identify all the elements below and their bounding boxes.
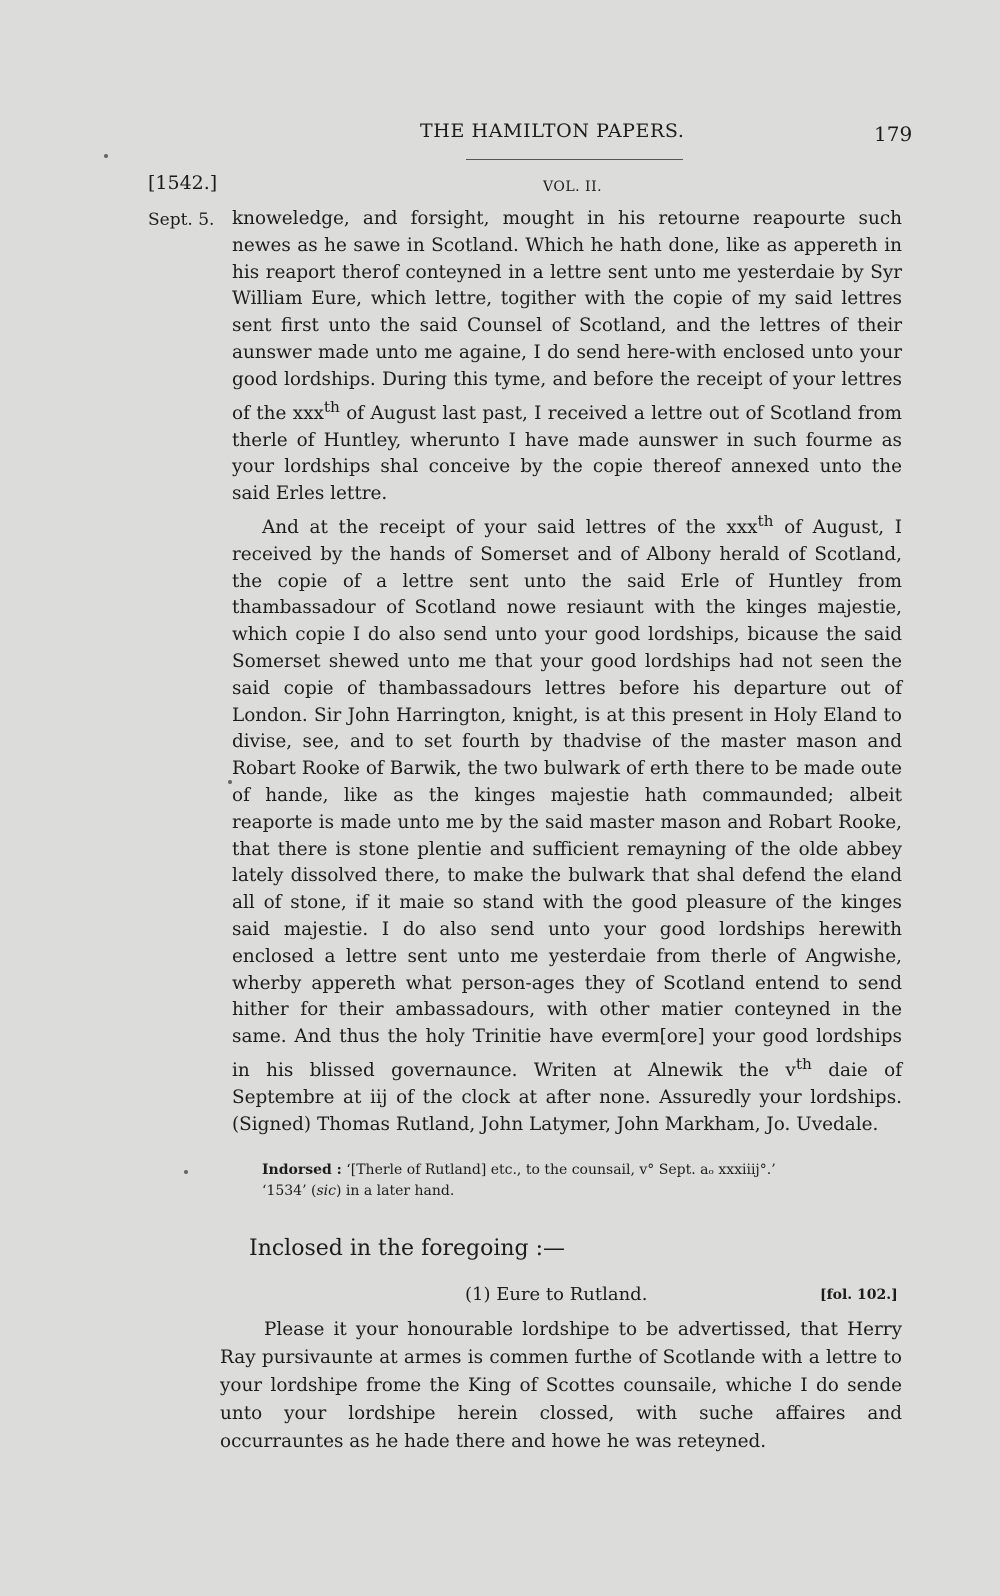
- main-text: [232, 206, 902, 1138]
- endorsement-line-2-start: ‘1534’ (: [262, 1183, 317, 1199]
- superscript: th: [795, 1054, 812, 1073]
- paragraph-1-text: knoweledge, and forsight, mought in his retourne reapourte such newes as he sawe in Scotland. Which he hath done, like as appereth in his reaport therof conteyned in a lettre sent unto me yesterdaie by Syr William Eure, which lettre, togither with the copie of my said lettres sent first unto the said Counsel of Scotland, and the lettres of their aunswer made unto me againe, I do send here-with enclosed unto your good lordships. During this tyme, and before the receipt of your lettres of the xxx: [232, 208, 902, 424]
- endorsement-note: [262, 1160, 902, 1202]
- margin-date: Sept. 5.: [148, 210, 215, 230]
- print-speck: [104, 154, 108, 158]
- folio-reference: [fol. 102.]: [820, 1287, 898, 1303]
- paragraph-2-continuation: of August, I received by the hands of Somerset and of Albony herald of Scotland, the copie of a lettre sent unto the said Erle of Huntley from thambassadour of Scotland nowe resiaunt with the kinges majestie, which copie I do also send unto your good lordships, bicause the said Somerset shewed unto me that your good lordships had not seen the said copie of thambassadours lettres before his departure out of London. Sir John Harrington, knight, is at this present in Holy Eland to divise, see, and to set fourth by thadvise of the master mason and Robart Rooke of Barwik, the two bulwark of erth there to be made oute of hande, like as the kinges majestie hath commaunded; albeit reaporte is made unto me by the said master mason and Robart Rooke, that there is stone plentie and sufficient remayning of the olde abbey lately dissolved there, to make the bulwark that shal defend the eland all of stone, if it maie so stand with the good pleasure of the kinges said majestie. I do also send unto your good lordships herewith enclosed a lettre sent unto me yesterdaie from therle of Angwishe, wherby appereth what person-ages they of Scotland entend to send hither for their ambassadours, with other matier conteyned in the same. And thus the holy Trinitie have everm[ore] your good lordships in his blissed governaunce. Writen at Alnewik the v: [232, 517, 902, 1082]
- paragraph-1-continuation: of August last past, I received a lettre out of Scotland from therle of Huntley, wherunto I have made aunswer in such fourme as your lordships shal conceive by the copie thereof annexed unto the said Erles lettre.: [232, 402, 902, 505]
- superscript: th: [757, 511, 774, 530]
- paragraph-1: [232, 206, 902, 508]
- page-number: 179: [874, 122, 913, 146]
- enclosed-letter-paragraph: Please it your honourable lordshipe to be advertissed, that Herry Ray pursivaunte at armes is commen furthe of Scotlande with a lettre to your lordshipe frome the King of Scottes counsaile, whiche I do sende unto your lordshipe herein clossed, with suche affaires and occurrauntes as he hade there and howe he was reteyned.: [220, 1319, 902, 1452]
- sic-mark: sic: [316, 1183, 336, 1199]
- enclosed-letter: [220, 1316, 902, 1456]
- section-heading: Inclosed in the foregoing :—: [249, 1236, 566, 1261]
- endorsement-label: Indorsed :: [262, 1162, 342, 1178]
- paragraph-2: [232, 508, 902, 1139]
- endorsement-line-2-end: ) in a later hand.: [335, 1183, 455, 1199]
- superscript: th: [323, 397, 340, 416]
- running-title: THE HAMILTON PAPERS.: [420, 120, 685, 142]
- endorsement-line-2: [262, 1181, 902, 1202]
- endorsement-text: ‘[Therle of Rutland] etc., to the counsail, v° Sept. aₒ xxxiiij°.’: [341, 1162, 776, 1178]
- volume-label: VOL. II.: [543, 179, 603, 195]
- year-marker: [1542.]: [148, 172, 218, 194]
- letter-title: (1) Eure to Rutland.: [465, 1284, 648, 1305]
- endorsement-line-1: [262, 1160, 902, 1181]
- print-speck: [228, 780, 232, 784]
- print-speck: [184, 1170, 188, 1174]
- paragraph-2-text: And at the receipt of your said lettres of the xxx: [262, 517, 758, 539]
- paragraph-2-ending: daie of Septembre at iij of the clock at after none. Assuredly your lordships. (Signed) Thomas Rutland, John Latymer, John Markham, Jo. Uvedale.: [232, 1060, 902, 1135]
- header-rule: [466, 159, 683, 160]
